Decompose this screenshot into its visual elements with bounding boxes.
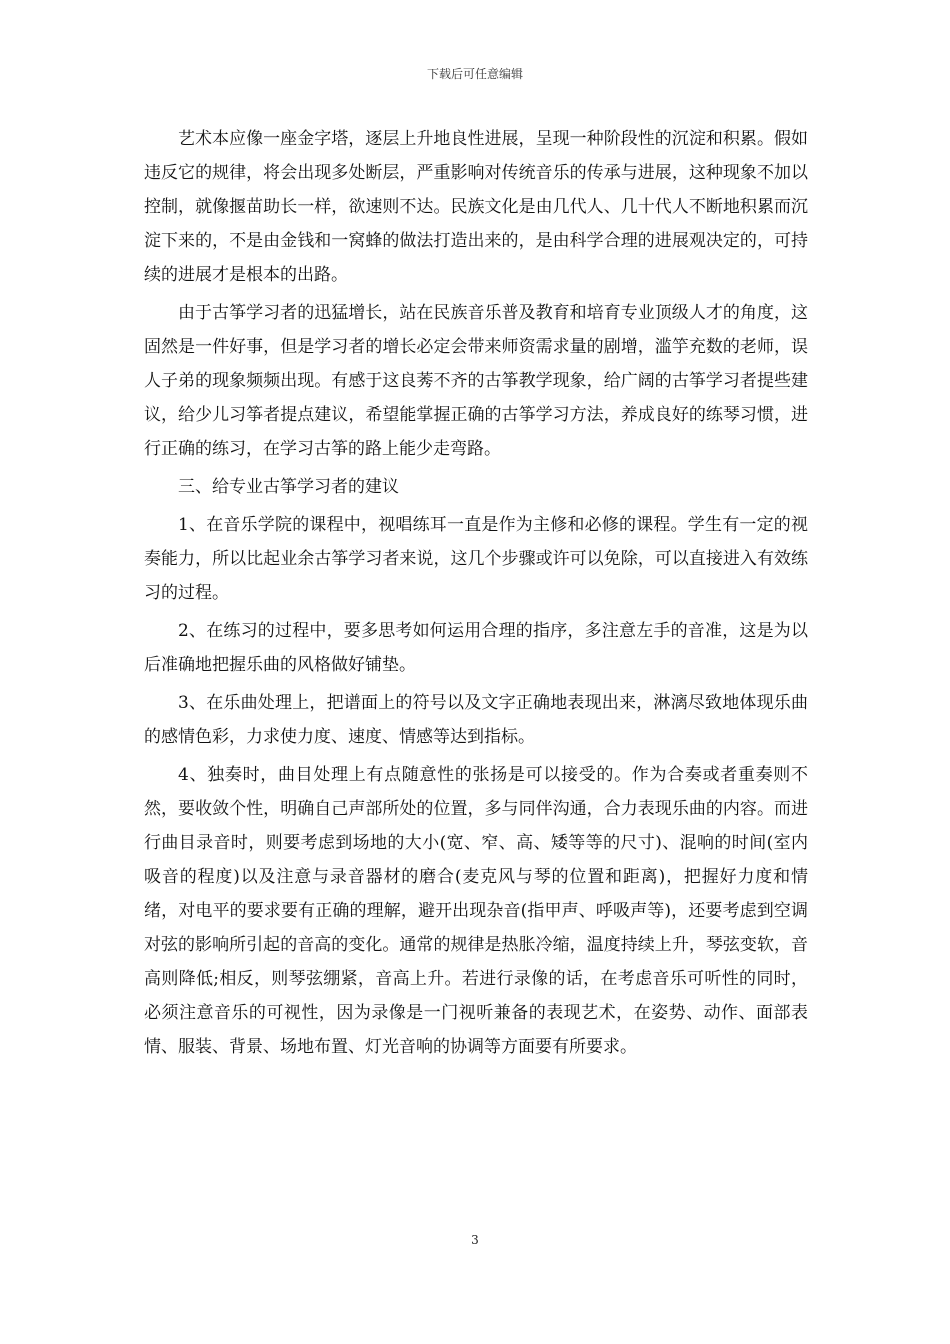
section-heading: 三、给专业古筝学习者的建议 [178,477,399,497]
paragraph-item-1: 1、在音乐学院的课程中，视唱练耳一直是作为主修和必修的课程。学生有一定的视奏能力，所以比起业余古筝学习者来说，这几个步骤或许可以免除，可以直接进入有效练习的过程。 [144,515,808,603]
paragraph-item-2: 2、在练习的过程中，要多思考如何运用合理的指序，多注意左手的音准，这是为以后准确地把握乐曲的风格做好铺垫。 [144,621,808,675]
paragraph-item-4: 4、独奏时，曲目处理上有点随意性的张扬是可以接受的。作为合奏或者重奏则不然，要收敛个性，明确自己声部所处的位置，多与同伴沟通，合力表现乐曲的内容。而进行曲目录音时，则要考虑到场地的大小(宽、窄、高、矮等等的尺寸)、混响的时间(室内吸音的程度)以及注意与录音器材的磨合(麦克风与琴的位置和距离)，把握好力度和情绪，对电平的要求要有正确的理解，避开出现杂音(指甲声、呼吸声等)，还要考虑到空调对弦的影响所引起的音高的变化。通常的规律是热胀冷缩，温度持续上升，琴弦变软，音高则降低;相反，则琴弦绷紧，音高上升。若进行录像的话，在考虑音乐可听性的同时，必须注意音乐的可视性，因为录像是一门视听兼备的表现艺术，在姿势、动作、面部表情、服装、背景、场地布置、灯光音响的协调等方面要有所要求。 [144,765,808,1057]
page-number: 3 [471,1233,479,1247]
paragraph-item-3: 3、在乐曲处理上，把谱面上的符号以及文字正确地表现出来，淋漓尽致地体现乐曲的感情色彩，力求使力度、速度、情感等达到指标。 [144,693,808,747]
page-header: 下载后可任意编辑 [426,67,523,81]
paragraph-1: 艺术本应像一座金字塔，逐层上升地良性进展，呈现一种阶段性的沉淀和积累。假如违反它的规律，将会出现多处断层，严重影响对传统音乐的传承与进展，这种现象不加以控制，就像揠苗助长一样，欲速则不达。民族文化是由几代人、几十代人不断地积累而沉淀下来的，不是由金钱和一窝蜂的做法打造出来的，是由科学合理的进展观决定的，可持续的进展才是根本的出路。 [144,129,808,285]
paragraph-2: 由于古筝学习者的迅猛增长，站在民族音乐普及教育和培育专业顶级人才的角度，这固然是一件好事，但是学习者的增长必定会带来师资需求量的剧增，滥竽充数的老师，误人子弟的现象频频出现。有感于这良莠不齐的古筝教学现象，给广阔的古筝学习者提些建议，给少儿习筝者提点建议，希望能掌握正确的古筝学习方法，养成良好的练琴习惯，进行正确的练习，在学习古筝的路上能少走弯路。 [144,303,808,459]
document-body [144,122,808,1064]
